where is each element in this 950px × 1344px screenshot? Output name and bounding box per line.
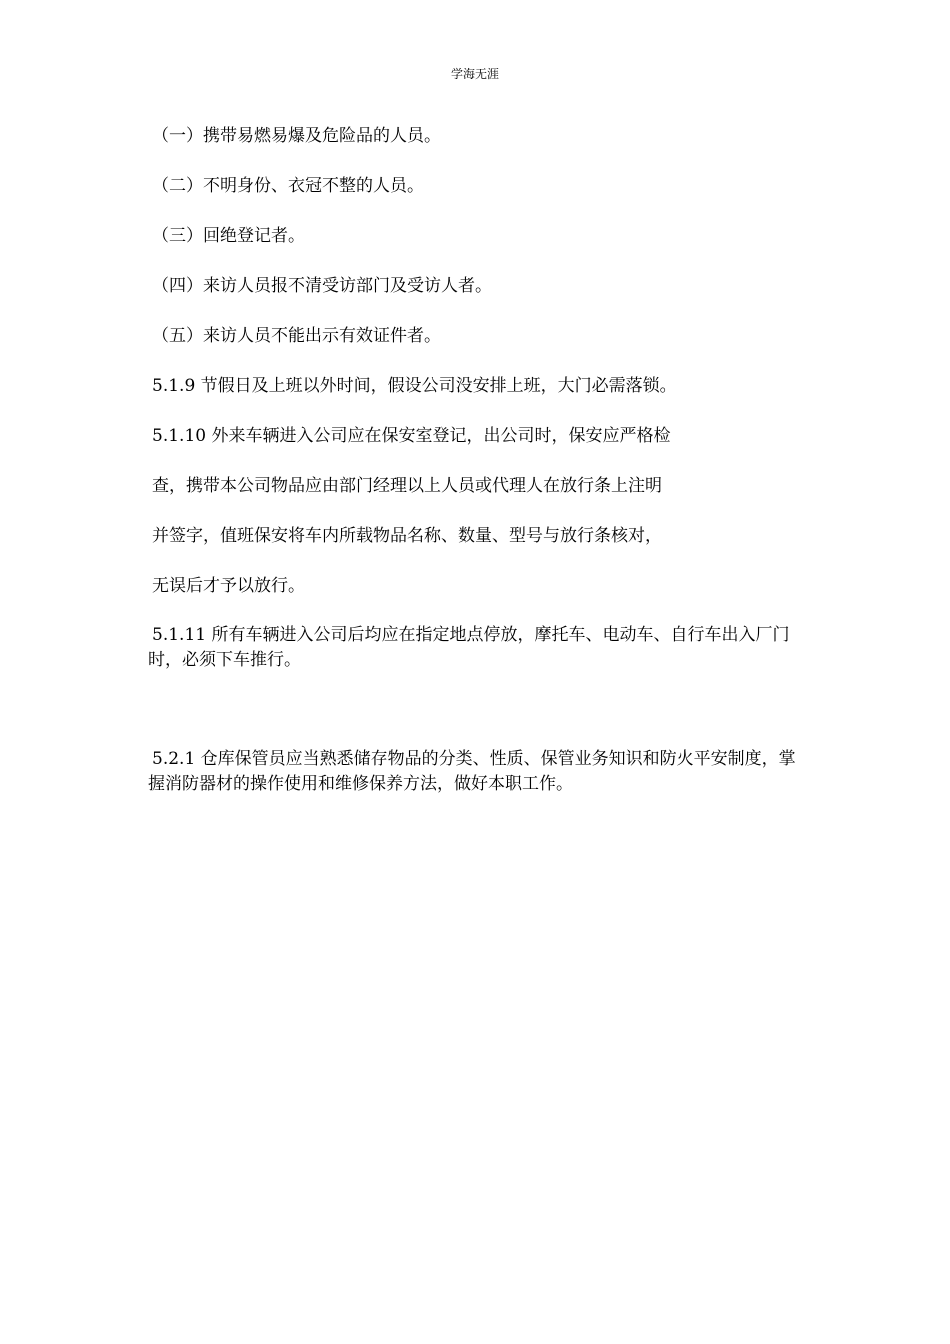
clause-5-1-9: 5.1.9 节假日及上班以外时间，假设公司没安排上班，大门必需落锁。 [152,376,677,396]
clause-5-1-10-line-3: 并签字，值班保安将车内所载物品名称、数量、型号与放行条核对， [152,526,662,546]
list-item-4: （四）来访人员报不清受访部门及受访人者。 [152,276,492,296]
list-item-5: （五）来访人员不能出示有效证件者。 [152,326,441,346]
clause-5-1-10-line-1: 5.1.10 外来车辆进入公司应在保安室登记，出公司时，保安应严格检 [152,426,671,446]
clause-5-1-11: 5.1.11 所有车辆进入公司后均应在指定地点停放，摩托车、电动车、自行车出入厂门时，必须下车推行。 [148,625,790,670]
list-item-2: （二）不明身份、衣冠不整的人员。 [152,176,424,196]
clause-5-2-1: 5.2.1 仓库保管员应当熟悉储存物品的分类、性质、保管业务知识和防火平安制度，掌握消防器材的操作使用和维修保养方法，做好本职工作。 [148,749,796,794]
list-item-3: （三）回绝登记者。 [152,226,305,246]
clause-5-1-10-line-4: 无误后才予以放行。 [152,576,305,596]
clause-5-1-10-line-2: 查，携带本公司物品应由部门经理以上人员或代理人在放行条上注明 [152,476,662,496]
list-item-1: （一）携带易燃易爆及危险品的人员。 [152,126,441,146]
page-header: 学海无涯 [450,67,499,81]
